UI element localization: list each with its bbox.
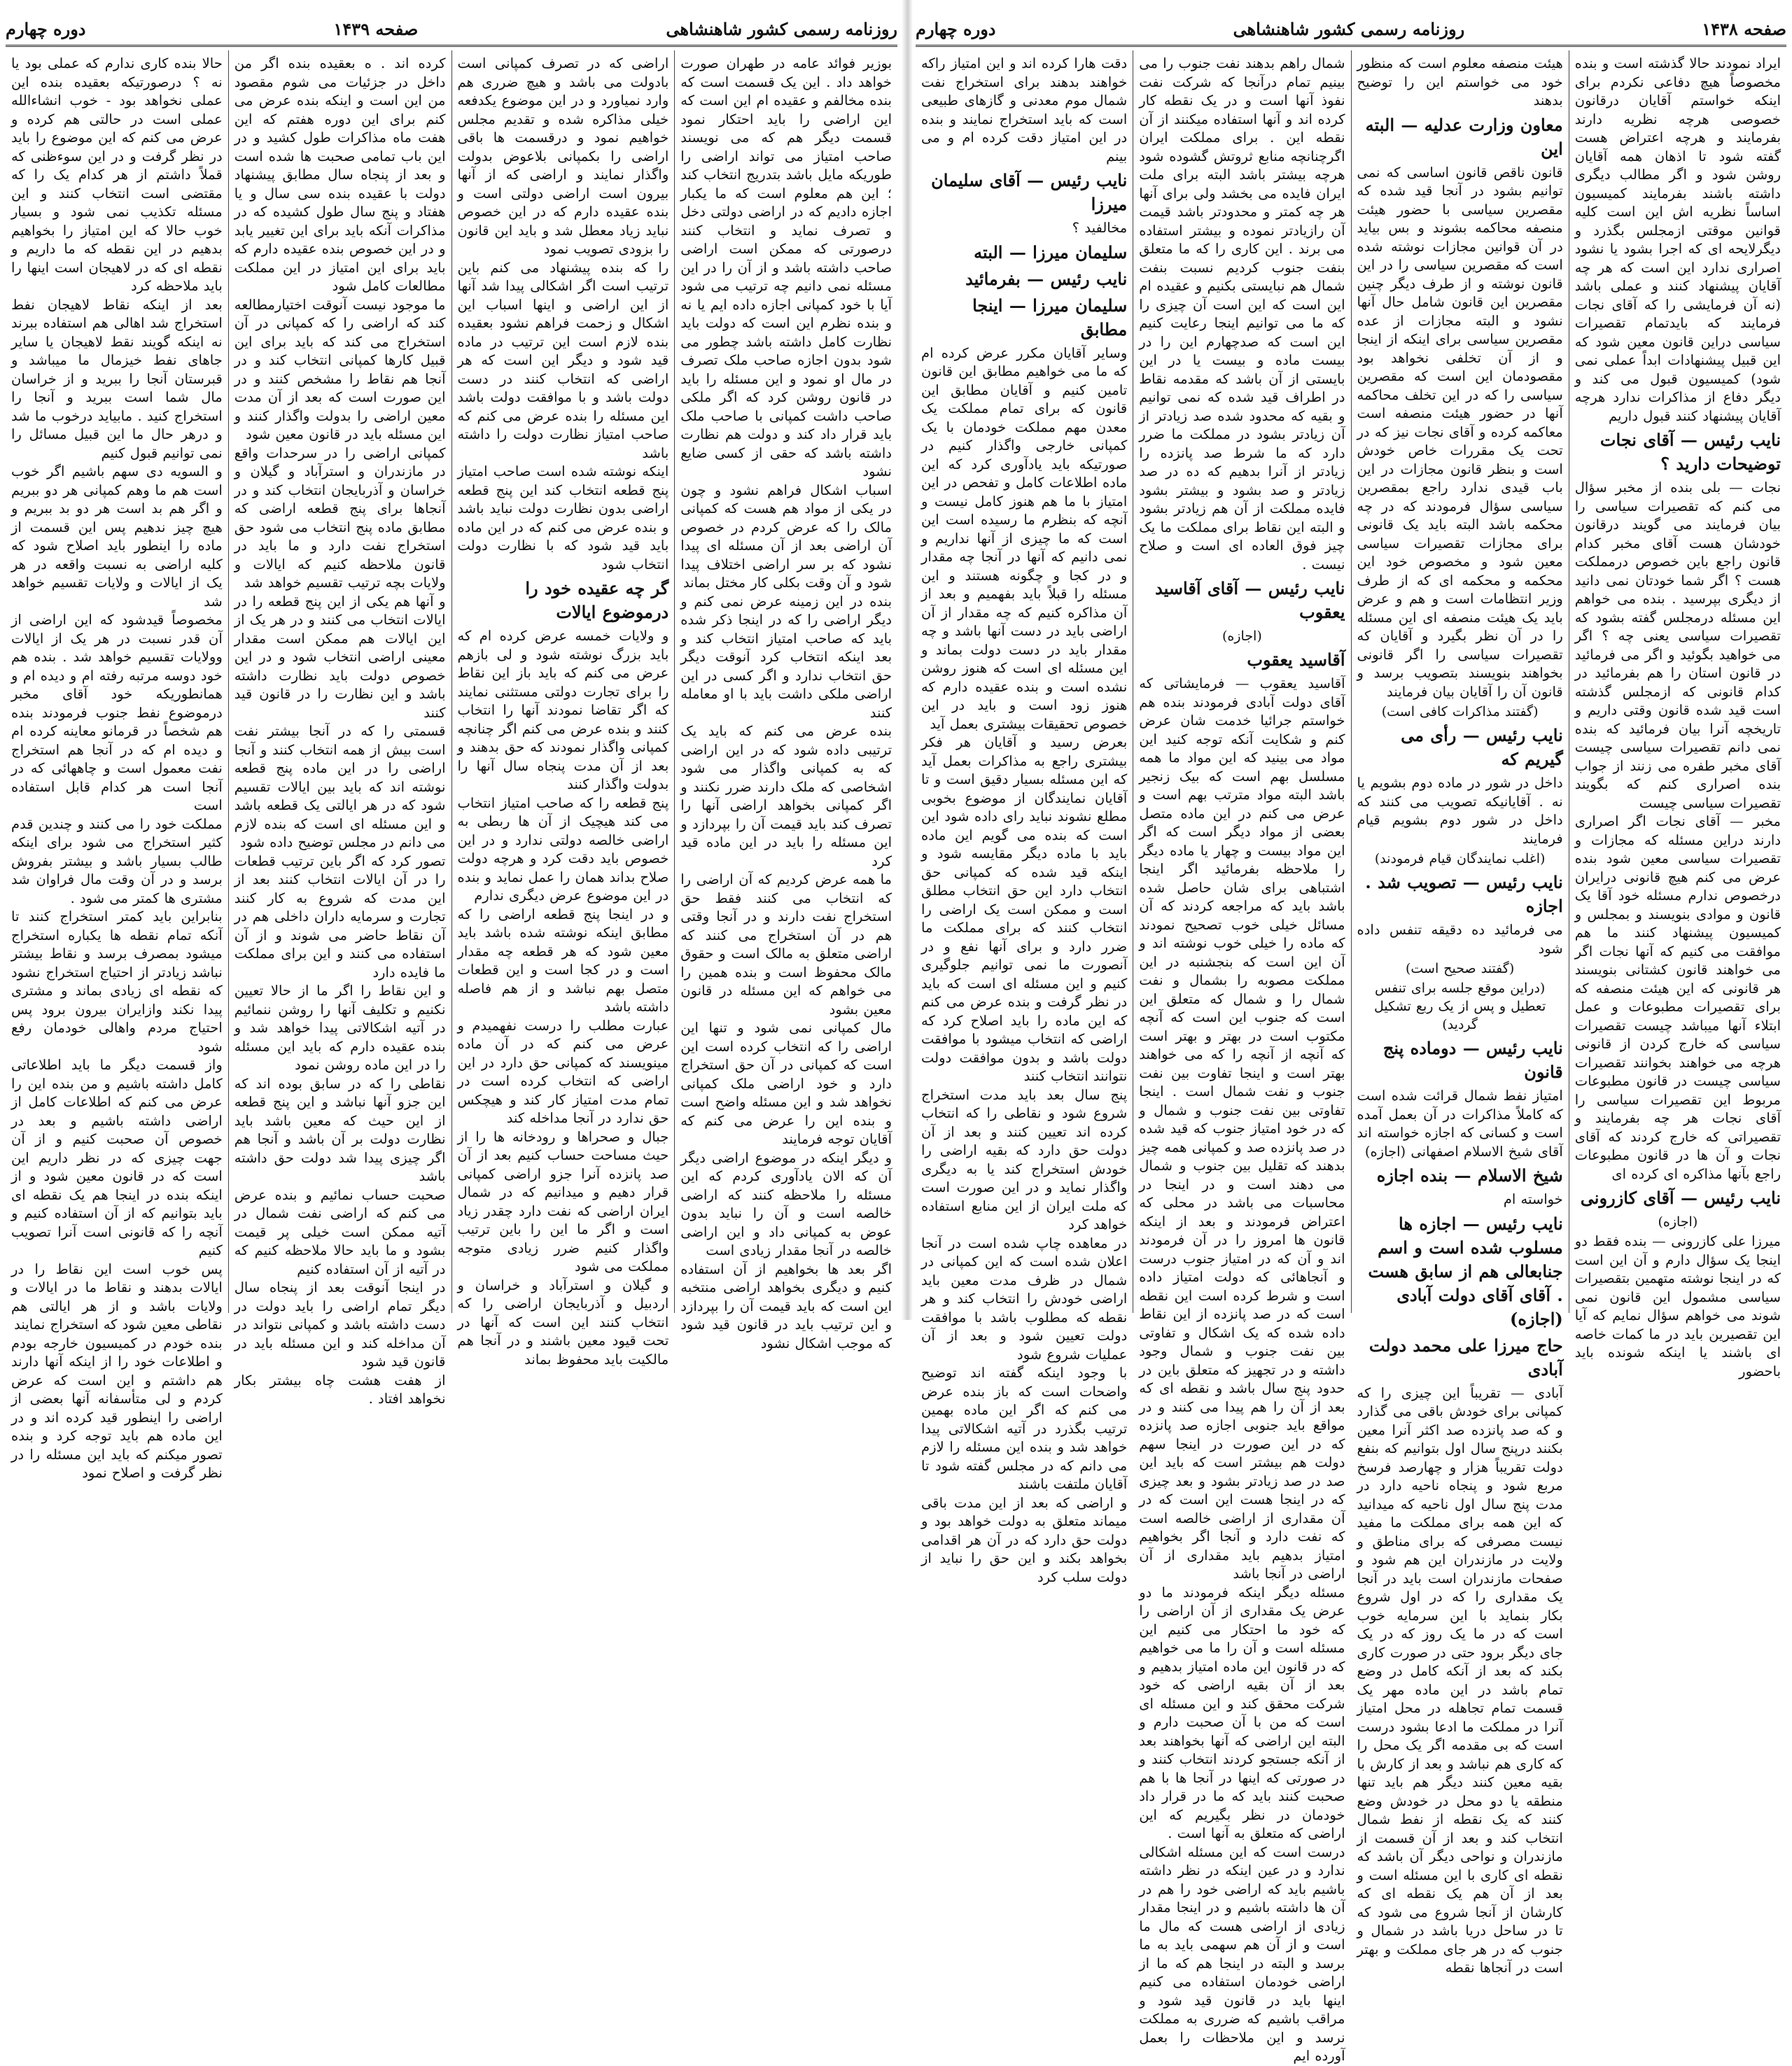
paragraph: وسایر آقایان مکرر عرض کرده ام که ما می خواهیم مطابق این قانون تامین کنیم و آقایان مطابق این قانون که برای تمام مملکت یک معدن مهم مملکت خودمان با یک کمپانی خارجی واگذار کنیم در صورتیکه باید یادآوری کرد که این ماده اطلاعات کامل و تفحص در این امتیاز با ما هم هنوز کامل نیست و آنچه که بنظرم ما رسیده است این است که ما چیزی از آنها نداریم و نمی دانیم که آنها در آنجا چه مقدار و در کجا و چگونه هستند و این مسئله را قبلاً باید بفهمیم و بعد از آن مذاکره کنیم که چه مقدار از آن اراضی باید در دست آنها باشد و چه مقدار باید در دست دولت بماند و این مسئله ای است که هنوز روشن نشده است و بنده عقیده دارم که هنوز زود است و باید در این خصوص تحقیقات بیشتری بعمل آید: [921, 344, 1128, 732]
speaker-heading: نایب رئیس — اجازه ها مسلوب شده است و اسم جنابعالی هم از سابق هست . آقای آقای دولت آبادی (اجازه): [1368, 1213, 1563, 1329]
paragraph: میرزا علی کازرونی — بنده فقط دو اینجا یک سؤال دارم و آن این است که در اینجا نوشته متهمین بتقصیرات سیاسی مشمول این قانون نمی شوند می خواهم سؤال نمایم که آیا این تقصیرین باید در ما کمات خاصه ای باشند یا اینکه شونده باید باحضور: [1574, 1233, 1781, 1379]
paragraph: داخل در شور در ماده دوم بشویم یا نه . آقایانیکه تصویب می کنند که داخل در شور دوم بشویم قیام فرمایند: [1357, 775, 1563, 847]
paragraph: شمال راهم بدهند نفت جنوب را می بینیم تمام درآنجا که شرکت نفت نفوذ آنها است و در یک نقطه کار کرده اند و آنها استفاده میکنند از آن نقطه این . برای مملکت ایران اگرچنانچه منابع ثروتش گشوده شود هرچه بیشتر باشد البته برای ملت ایران فایده می بخشد ولی برای آنها هر چه کمتر و محدودتر باشد قیمت آن رازیادتر نموده و بیشتر استفاده می برند . این کاری را که ما متعلق بنفت جنوب کردیم نسبت بنفت شمال هم نبایستی بکنیم و عقیده ام این است که این است آن چیزی را که ما می توانیم اینجا رعایت کنیم این است که صدچهارم این را در بیست ماده و بیست یا در این بایستی از آن باشد که مقدمه نقاط در اطراف قید شده که نمی توانیم و بقیه که محدود شده صد زیادتر از آن زیادتر بشود در مملکت ما ضرر دارد که ما شرط صد پانزده را زیادتر از آنرا بدهیم که ده در صد زیادتر و صد بشود و بیشتر بشود فایده مملکت از آن هم زیادتر بشود و البته این نقاط برای مملکت ما یک چیز فوق العاده ای است و صلاح نیست .: [1139, 55, 1345, 572]
right-page-period: دوره چهارم: [916, 18, 996, 39]
paragraph: بنده عرض می کنم که باید یک ترتیبی داده شود که در این اراضی که به کمپانی واگذار می شود اشخاصی که ملک دارند ضرر نکنند و اگر کمپانی بخواهد اراضی آنها را تصرف کند باید قیمت آن را بپردازد و این مسئله را باید در این ماده قید کرد: [680, 723, 892, 869]
paragraph: پنج قطعه را که صاحب امتیاز انتخاب می کند هیچیک از آن ها ربطی به اراضی خالصه دولتی ندارد و در این خصوص باید دقت کرد و هرچه دولت صلاح بداند همان را عمل نماید و بنده در این موضوع عرض دیگری ندارم: [457, 794, 669, 904]
left-page-columns: [6, 50, 897, 1481]
speaker-heading: سلیمان میرزا — اینجا مطابق: [972, 295, 1128, 339]
paragraph: پس خوب است این نقاط را در ایالات بدهند و نقاط ما در ایالات و ولایات باشد و از هر ایالتی هم نقاطی معین شود که استخراج نمایند: [11, 1260, 223, 1333]
left-col-1: [674, 50, 897, 1351]
right-page-header: [916, 13, 1786, 47]
paragraph: ما موجود نیست آنوقت اختیارمطالعه کند که اراضی را که کمپانی در آن استخراج می کند که باید برای این قبیل کارها کمپانی انتخاب کند و در آنجا هم نقاط را مشخص کنند و در این صورت است که بعد از آن مدت معین اراضی را بدولت واگذار کنند و این مسئله باید در قانون معین شود: [234, 296, 446, 442]
paragraph: بنابراین باید کمتر استخراج کنند تا آنکه تمام نقطه ها یکباره استخراج میشود بمصرف برسد و نقاط بیشتر نباشد زیادتر از احتیاج استخراج نشود که نقطه ای زیادی بماند و مشتری پیدا نکند وازایران بیرون برود پس احتیاج مردم واهالی خودمان رفع شود: [11, 908, 223, 1055]
paragraph: و دیگر اینکه در موضوع اراضی دیگر آن که الان یادآوری کردم که این مسئله را ملاحظه کنند که اراضی خالصه است و آن را نباید بدون عوض به کمپانی داد و این اراضی خالصه در آنجا مقدار زیادی است: [680, 1149, 892, 1258]
speaker-heading: نایب رئیس — آقای سلیمان میرزا: [931, 170, 1128, 214]
right-page-number: صفحه ۱۴۳۸: [1702, 18, 1786, 39]
paragraph: مخصوصاً قیدشود که این اراضی از آن قدر نسبت در هر یک از ایالات وولایات تقسیم خواهد شد . بنده هم خود دوسه مرتبه رفته ام و دیده ام و همانطوریکه خود آقای مخبر درموضوع نفط جنوب فرمودند بنده هم شخصاً در قرمانو معاینه کرده ام و دیده ام که در آنجا هم استخراج نفت معمول است و چاههائی که در آنجا است هر کدام قابل استفاده است: [11, 612, 223, 813]
paragraph: اسباب اشکال فراهم نشود و چون در یکی از مواد هم هست که کمپانی مالک را که عرض کردم در خصوص آن اراضی بعد از آن مسئله ای پیدا نشود که بر سر اراضی اختلاف پیدا شود و آن وقت بکلی کار مختل بماند: [680, 482, 892, 591]
paragraph: واز قسمت دیگر ما باید اطلاعاتی کامل داشته باشیم و من بنده این را عرض می کنم که اطلاعات کامل از اراضی داشته باشیم و بعد در خصوص آن صحبت کنیم و از آن جهت چیزی که در نظر داریم این است که در قانون معین شود و از اینکه بنده در اینجا هم یک نقطه ای باید بتوانیم که از آن استفاده کنیم و آنچه را که قانونی است آنرا تصویب کنیم: [11, 1057, 223, 1258]
left-col-3: [228, 50, 451, 1407]
paragraph: را که بنده پیشنهاد می کنم باین ترتیب است اگر اشکالی پیدا شد آنها از این اراضی و اینها اسباب این اشکال و زحمت فراهم نشود بعقیده بنده لازم است این ترتیب در ماده قید شود و دیگر این است که هر اراضی که انتخاب کنند در دست دولت باشد و با موافقت دولت باشد این مسئله را بنده عرض می کنم که صاحب امتیاز نظارت دولت را داشته باشد: [457, 259, 669, 461]
paragraph: بنده خودم در کمیسیون خارجه بودم و اطلاعات خود را از اینکه آنها دارند هم داشتم و این است که عرض کردم و لی متأسفانه آنها بعضی از اراضی را اینطور قید کرده اند و در این ماده هم باید توجه کرد و بنده تصور میکنم که باید این مسئله را در نظر گرفت و اصلاح نمود: [11, 1335, 223, 1481]
paragraph: اینکه نوشته شده است صاحب امتیاز پنج قطعه انتخاب کند این پنج قطعه اراضی بدون نظارت دولت نباید باشد و بنده عرض می کنم که در این ماده باید قید شود که با نظارت دولت انتخاب شود: [457, 463, 669, 572]
right-page: [910, 0, 1792, 2064]
paragraph: کرده اند . ه بعقیده بنده اگر من داخل در جزئیات می شوم مقصود من این است و اینکه بنده عرض می کنم برای این دوره هفتم که این هفت ماه مذاکرات طول کشید و در این باب تمامی صحبت ها شده است و بعد از پنجاه سال مطابق پیشنهاد دولت با عقیده بنده سی سال و یا هفتاد و پنج سال طول کشیده که در مذاکرات آنکه باید برای این تغییر یابد و در این خصوص بنده عقیده دارم که باید برای این امتیاز در این مملکت مطالعات کامل شود: [234, 55, 446, 294]
paragraph: تصور کرد که اگر باین ترتیب قطعات را در آن ایالات انتخاب کنند بعد از این مدت که شروع به کار کنند تجارت و سرمایه داران داخلی هم در آن نقاط حاضر می شوند و از آن استفاده می کنند و این برای مملکت ما فایده دارد: [234, 852, 446, 981]
paragraph: و آنها هم یکی از این پنج قطعه را در ایالات انتخاب می کنند و در هر یک از این ایالات هم ممکن است مقدار معینی اراضی انتخاب شود و در این خصوص دولت باید نظارت داشته باشد و این نظارت را در قانون قید کنند: [234, 593, 446, 721]
paragraph: و ولایات خمسه عرض کرده ام که باید بزرگ نوشته شود و لی بازهم عرض می کنم که باید باز این نقاط را برای تجارت دولتی مستثنی نمایند که اگر تقاضا نمودند آنها را انتخاب کنند و بنده عرض می کنم اگر چنانچه کمپانی واگذار نمودند که حق بدهند و بعد از آن مدت پنجاه سال آنها را بدولت واگذار کنند: [457, 628, 669, 792]
paragraph: مملکت خود را می کنند و چندین قدم کثیر استخراج می شود برای اینکه طالب بسیار باشد و بیشتر بفروش برسد و در آن وقت مال فراوان شد مشتری ها کمتر می شود .: [11, 815, 223, 906]
paragraph: و السویه دی سهم باشیم اگر خوب است هم ما وهم کمپانی هر دو ببریم و اگر هم بد است هر دو بد ببریم و هیچ چیز ندهیم پس این قسمت از ماده را اینطور باید اصلاح شود که کلیه اراضی به نسبت واقعه در هر یک از ایالات و ولایات تقسیم خواهد شد: [11, 463, 223, 610]
right-col-2: [1351, 50, 1569, 1976]
paragraph: آقاسید یعقوب — فرمایشاتی که آقای دولت آبادی فرمودند بنده هم خواستم جرائیا خدمت شان عرض کنم و شکایت آنکه توجه کنید این مواد می بینید که این مواد ما همه مسلسل بهم است که بیک زنجیر باشد البته مواد مترتب بهم است و عرض می کنم در این ماده متصل بعضی از مواد دیگر است که اگر این مواد بیست و چهار یا ماده دیگر را ملاحظه بفرمائید اگر اینجا اشتباهی برای شان حاصل شده باشد باید که مراجعه کردند که آن مسائل خیلی خوب تصحیح نمودند که ماده را خیلی خوب نوشته اند و آن این است که بنجشنبه در این مملکت مصوبه را بشمال و نفت شمال را و شمال که متعلق این است که جنوب این است که آنچه مکتوب است در بهتر و بهتر است که آنچه از آنچه را که می خواهند بهتر است و اینجا تفاوت بین نفت جنوب و نفت شمال است . اینجا تفاوتی بین نفت جنوب و شمال و که در خود امتیاز جنوب که قید شده در صد پانزده صد و کمپانی همه چیز بدهند که تقلیل بین جنوب و شمال می دهند است و در اینجا در محاسبات می باشد در محلی که اعتراض فرمودند و بعد از اینکه قانون ها امروز را در آن فرمودند اند و آن که در امتیاز جنوب درست و آنجاهائی که دولت امتیاز داده است و شرط کرده است این نقطه است که در صد پانزده از این نقاط داده شده که یک اشکال و تفاوتی بین نفت جنوب و شمال وجود داشته و در تجهیز که متعلق باین در حدود پنج سال باشد و نقطه ای که بعد از آن را هم پیدا می کنند و در مواقع باید جنوبی اجازه صد پانزده که در این صورت در اینجا سهم دولت هم بیشتر است که باید این صد در صد زیادتر بشود و بعد چیزی که در اینجا هست این است که در آن مقداری از اراضی خالصه است که نفت دارد و آنجا اگر بخواهیم امتیاز بدهیم باید مقداری از آن اراضی در آنجا باشد: [1139, 675, 1345, 1582]
paragraph: خواسته ام: [1503, 1191, 1563, 1207]
paragraph: صحبت حساب نمائیم و بنده عرض می کنم که اراضی نفت شمال در آتیه ممکن است خیلی پر قیمت بشود و ما باید حالا ملاحظه کنیم که در آتیه از آن استفاده کنیم: [234, 1186, 446, 1277]
procedural-note: (دراین موقع جلسه برای تنفس تعطیل و پس از یک ربع تشکیل گردید): [1373, 981, 1546, 1032]
paragraph: و این نقاط را اگر ما از حالا تعیین نکنیم و تکلیف آنها را روشن ننمائیم در آتیه اشکالاتی پیدا خواهد شد و بنده عقیده دارم که باید این مسئله را در این ماده روشن نمود: [234, 983, 446, 1073]
paragraph: با وجود اینکه گفته اند توضیح واضحات است که باز بنده عرض می کنم که اگر این ماده بهمین ترتیب بگذرد در آتیه اشکالاتی پیدا خواهد شد و بنده این مسئله را لازم می دانم که در مجلس گفته شود تا آقایان ملتفت باشند: [921, 1365, 1128, 1492]
left-page-period: دوره چهارم: [6, 18, 86, 39]
speaker-heading: نایب رئیس — رأی می گیریم که: [1401, 725, 1563, 769]
paragraph: پنج سال بعد باید مدت استخراج شروع شود و نقاطی را که انتخاب کرده اند تعیین کنند و بعد از آن دولت حق دارد که بقیه اراضی را خودش استخراج کند یا به دیگری واگذار نماید و در این صورت است که ملت ایران از این منابع استفاده خواهد کرد: [921, 1086, 1128, 1232]
speaker-heading: نایب رئیس — بفرمائید: [965, 268, 1128, 289]
paragraph: و گیلان و استرآباد و خراسان و اردبیل و آذربایجان اراضی را که انتخاب کنند این است که آنها در تحت قیود معین باشند و در آنجا هم مالکیت باید محفوظ بماند: [457, 1277, 669, 1368]
paragraph: بعد از اینکه نقاط لاهیجان نفط استخراج شد اهالی هم استفاده ببرند نه اینکه گویند نقط لاهیجان یا سایر جاهای نفط خیزمال ما میباشد و قبرستان آنجا را ببرید و از خراسان مال شما است ببرید و آنجا را استخراج کنید . مابیاید درخوب ما شد و درهر حال ما این قبیل مسائل را نمی توانیم قبول کنیم: [11, 296, 223, 461]
paragraph: حالا بنده کاری ندارم که عملی بود یا نه ؟ درصورتیکه بعقیده بنده این عملی نخواهد بود - خوب انشاءالله عملی است در حالتی هم کرده و عرض می کنم که این موضوع را باید در نظر گرفت و در این سوءظنی که قملاً داشتم از هر کدام یک را که مقتضی است انتخاب کنند و این مسئله تکذیب نمی شود و بسیار خوب حالا که این امتیاز را بخواهیم بدهیم در این نقطه که ما داریم و نقطه ای که در لاهیجان است اینها را باید ملاحظه کرد: [11, 55, 223, 294]
paragraph: قانون ناقص قانون اساسی که نمی توانیم بشود در آنجا قید شده که مقصرین سیاسی با حضور هیئت منصفه محاکمه بشوند و بس بیاید در آن قوانین مجازات نوشته شده است که مقصرین سیاسی را در این قانون نوشته و از طرف دیگر چنین مقصرین این قانون شامل حال آنها نشود و البته مجازات از عده مقصرین سیاسی برای اینکه از اینجا و از آن تخلفی نخواهد بود مقصودمان این است که مقصرین سیاسی را که در این تخلف محاکمه آنها در حضور هیئت منصفه است معاکمه کرده و آقای نجات نیز که در تحت یک مقررات خاص خودش است و بنظر قانون مجازات در این باب قیدی ندارد راجع بمقصرین سیاسی سؤال فرمودند که در چه محکمه باشد البته باید یک قانونی برای مجازات تقصیرات سیاسی معین شود و مخصوص خود این محکمه و محکمه ای که از طرف وزیر انتظامات است و هم و عرض باید یک هیئت منصفه ای این مسئله را در آن نظر بگیرد و آقایان که تقصیرات سیاسی را اگر قانونی بخواهند بنویسند بتصویب برسد و قانون آن را آقایان بیان فرمایند: [1357, 164, 1563, 700]
paragraph: اراضی که در تصرف کمپانی است بادولت می باشد و هیچ ضرری هم وارد نمیاورد و در این موضوع یکدفعه خیلی مذاکره شده و تقدیم مجلس خواهیم نمود و درقسمت ها باقی اراضی را بکمپانی بلاعوض بدولت واگذار نمایند و اراضی که از آنها بیرون است اراضی دولتی است و بنده عقیده دارم که در این خصوص نباید زیاد معطل شد و باید این قانون را بزودی تصویب نمود: [457, 55, 669, 257]
procedural-note: (گفتند مذاکرات کافی است): [1381, 704, 1539, 719]
paragraph: نقاطی را که در سابق بوده اند که این جزو آنها نباشد و این پنج قطعه از این حیث که معین باشد باید نظارت دولت بر آن باشد و آنجا هم اگر چیزی پیدا شد دولت حق داشته باشد: [234, 1075, 446, 1184]
paragraph: در معاهده چاپ شده است در آنجا اعلان شده است که این کمپانی در شمال در ظرف مدت معین باید اراضی خودش را انتخاب کند و هر نقطه که مطلوب باشد با موافقت دولت تعیین شود و بعد از آن عملیات شروع شود: [921, 1235, 1128, 1363]
left-page: [0, 0, 903, 1481]
paragraph: هیئت منصفه معلوم است که منظور خود می خواستم این را توضیح بدهند: [1357, 55, 1563, 108]
paragraph: امتیاز نفط شمال قرائت شده است که کاملاً مذاکرات در آن بعمل آمده است و کسانی که اجازه خواسته اند آقای شیخ الاسلام اصفهانی (اجازه): [1357, 1088, 1563, 1160]
speaker-heading: نایب رئیس — آقای کازرونی: [1580, 1188, 1781, 1208]
speaker-heading: نایب رئیس — آقای آقاسید یعقوب: [1155, 578, 1345, 622]
paragraph: نجات — بلی بنده از مخبر سؤال می کنم که تقصیرات سیاسی را بیان فرمایند می گویند درقانون خودشان هست آقای مخبر کدام قانون راجع باین خصوص درمملکت هست ؟ اگر شما خودتان نمی دانید از دیگری بپرسید . بنده می خواهم این مسئله درمجلس گفته بشود که تقصیرات سیاسی یعنی چه ؟ اگر می خواهید بگوئید و اگر می فرمائید در قانون استان را هم بفرمائید در کدام قانونی که ازمجلس گذشته است قید شده قانون وقتی داریم و تاریخچه آنرا بیان فرمائید که بنده نمی دانم تقصیرات سیاسی چیست آقای مخبر طفره می زنند از جواب بنده اصراری کنم که بگویند تقصیرات سیاسی چیست: [1574, 479, 1781, 811]
paragraph: ما همه عرض کردیم که آن اراضی را که انتخاب می کنند فقط حق استخراج نفت دارند و در آنجا وقتی هم در آن استخراج می کنند که اراضی متعلق به مالک است و حقوق مالک محفوظ است و بنده همین را می خواهم که این مسئله در قانون معین بشود: [680, 871, 892, 1018]
speaker-heading: معاون وزارت عدلیه — البته این: [1365, 114, 1563, 159]
paragraph: و اراضی که بعد از این مدت باقی میماند متعلق به دولت خواهد بود و دولت حق دارد که در آن هر اقدامی بخواهد بکند و این حق را نباید از دولت سلب کرد: [921, 1494, 1128, 1585]
procedural-note: (گفتند صحیح است): [1405, 961, 1515, 976]
paragraph: مخبر — آقای نجات اگر اصراری دارند دراین مسئله که مجازات و تقصیرات سیاسی معین شود بنده عرض می کنم هیچ قانونی درایران درخصوص ندارم مسئله خود آقا یک قانون و موادی بنویسند و بمجلس و کمیسیون پیشنهاد کنند ما هم موافقت می کنیم که آنها نجات اگر می خواهند قانون کشتانی بنویسند هر قانونی که این هیئت منصفه که برای تقصیرات مطبوعات و عمل ابتلاء آنها میباشد چیست تقصیرات سیاسی که خارج کردن از قانونی هرچه می خواهند بخوانند تقصیرات سیاسی چیست در قانون مطبوعات مربوط این تقصیرات سیاسی را آقای نجات هر چه بفرمایند و تقصیراتی که خارج کردند که آقای نجات و آن ها در قانون مطبوعات راجع بآنها مذاکره ای کرده ای: [1574, 813, 1781, 1182]
left-page-number: صفحه ۱۴۳۹: [333, 18, 419, 39]
speaker-heading: آقاسید یعقوب: [1247, 649, 1345, 670]
procedural-note: (اجازه): [1222, 628, 1262, 644]
right-page-title: روزنامه رسمی کشور شاهنشاهی: [1233, 18, 1465, 39]
right-col-1: [1569, 50, 1786, 1379]
speaker-heading: شیخ الاسلام — بنده اجازه: [1376, 1165, 1563, 1186]
procedural-note: (اغلب نمایندگان قیام فرمودند): [1374, 851, 1546, 866]
speaker-heading: حاج میرزا علی محمد دولت آبادی: [1368, 1335, 1563, 1379]
paragraph: ایراد نمودند حالا گذشته است و بنده مخصوصاً هیچ دفاعی نکردم برای اینکه خواستم آقایان درقانون خصوصی هرچه نظریه دارند بفرمایند و هرچه اعتراض هست گفته شود تا اذهان همه آقایان روشن شود و اگر مطالب دیگری داشته باشند بفرمایند کمیسیون اساساً نظریه اش این است کلیه قوانین موقتی ازمجلس بگذرد و دیگرلایحه ای که اجرا بشود یا نشود اصراری ندارد این است که هر چه آقایان پیشنهاد کنند و عملی باشد (نه آن فرمایشی را که آقای نجات فرمایند که بایدتمام تقصیرات سیاسی دراین قانون معین شود که این قبیل پیشنهادات ابداً عملی نمی شود) کمیسیون قبول می کند و دیگر دفاع از مذاکرات ندارد هرچه آقایان پیشنهاد کنند قبول داریم: [1574, 55, 1781, 424]
left-page-header: [6, 13, 897, 47]
right-col-3: [1133, 50, 1350, 2064]
left-col-2: [451, 50, 675, 1368]
right-col-4: [916, 50, 1133, 1585]
paragraph: جبال و صحراها و رودخانه ها را از حیث مساحت حساب کنیم بعد از آن صد پانزده آنرا جزو اراضی کمپانی قرار دهیم و میدانیم که در شمال ایران اراضی که نفت دارد چقدر زیاد است و اگر ما این را باین ترتیب واگذار کنیم ضرر زیادی متوجه مملکت می شود: [457, 1128, 669, 1274]
paragraph: در اینجا آنوقت بعد از پنجاه سال دیگر تمام اراضی را باید دولت در دست داشته باشد و کمپانی نتواند در آن مداخله کند و این مسئله باید در قانون قید شود: [234, 1279, 446, 1370]
paragraph: قسمتی را که در آنجا بیشتر نفت است بیش از همه انتخاب کنند و آنجا اراضی را در این ماده پنج قطعه نوشته اند که باید بین ایالات تقسیم شود که در هر ایالتی یک قطعه باشد و این مسئله ای است که بنده لازم می دانم در مجلس توضیح داده شود: [234, 723, 446, 850]
left-page-title: روزنامه رسمی کشور شاهنشاهی: [666, 18, 897, 39]
paragraph: بعرض رسید و آقایان هر فکر بیشتری راجع به مذاکرات بعمل آید که این مسئله بسیار دقیق است و تا آقایان نمایندگان از موضوع بخوبی مطلع نشوند نباید رای داده شود این است که بنده می گویم این ماده باید با ماده دیگر مقایسه شود و اینکه قید شده که کمپانی حق انتخاب دارد این حق انتخاب مطلق است و ممکن است یک اراضی را انتخاب کنند که برای مملکت ما ضرر دارد و برای آنها نفع و در آنصورت ما نمی توانیم جلوگیری کنیم و این مسئله ای است که باید در نظر گرفت و بنده عرض می کنم که این ماده را باید اصلاح کرد که اراضی که انتخاب میشود با موافقت دولت باشد و بدون موافقت دولت نتوانند انتخاب کنند: [921, 734, 1128, 1084]
paragraph: از هفت هشت چاه بیشتر بکار نخواهد افتاد .: [234, 1372, 446, 1407]
paragraph: بوزیر فوائد عامه در طهران صورت خواهد داد . این یک قسمت است که بنده مخالفم و عقیده ام این است که این اراضی را باید احتکار نمود قسمت دیگر هم که می نویسند صاحب امتیاز می تواند اراضی را طوریکه مایل باشد بتدریج انتخاب کند ؛ این هم معلوم است که ما یکبار اجازه دادیم که در اراضی دولتی دخل و تصرف نماید و انتخاب کنند درصورتی که ممکن است اراضی صاحب داشته باشد و از آن را در این مسئله نمی دانیم چه ترتیب می شود آیا با خود کمپانی اجازه داده ایم یا نه و بنده نظرم این است که دولت باید نظارت کامل داشته باشد چطور می شود بدون اجازه صاحب ملک تصرف در مال او نمود و این مسئله را باید در قانون روشن کرد که اگر ملکی صاحب داشت کمپانی با صاحب ملک باید قرار داد کند و دولت هم نظارت داشته باشد که حقی از کسی ضایع نشود: [680, 55, 892, 479]
speaker-heading: گر چه عقیده خود را درموضوع ایالات: [525, 578, 669, 622]
left-col-4: [6, 50, 228, 1481]
paragraph: مخالفید ؟: [1072, 220, 1128, 236]
paragraph: درست است که این مسئله اشکالی ندارد و در عین اینکه در نظر داشته باشیم باید که اراضی خود را هم در آن ها داشته باشیم و در اینجا مقدار زیادی از اراضی هست که مال ما است و از آن هم سهمی باید به ما برسد و البته در اینجا هم که ما از اراضی خودمان استفاده می کنیم اینها باید در قانون قید شود و مراقب باشیم که ضرری به مملکت نرسد و این ملاحظات را بعمل آورده ایم: [1139, 1843, 1345, 2064]
paragraph: کمپانی اراضی را در سرحدات واقع در مازندران و استرآباد و گیلان و خراسان و آذربایجان انتخاب کند و در آنجاها برای پنج قطعه اراضی که مطابق ماده پنج انتخاب می شود حق استخراج نفت دارد و ما باید در قانون ملاحظه کنیم که ایالات و ولایات بچه ترتیب تقسیم خواهد شد: [234, 444, 446, 591]
paragraph: بنده در این زمینه عرض نمی کنم و دیگر اراضی را که در اینجا ذکر شده باید که صاحب امتیاز انتخاب کند و بعد اینکه انتخاب کرد آنوقت دیگر حق انتخاب ندارد و اگر کسی در این اراضی ملکی داشت باید با او معامله کنند: [680, 593, 892, 721]
paragraph: و در اینجا پنج قطعه اراضی را که مطابق اینکه نوشته شده باشد باید معین شود که هر قطعه چه مقدار است و در کجا است و این قطعات متصل بهم نباشد و از هم فاصله داشته باشد: [457, 906, 669, 1015]
paragraph: می فرمائید ده دقیقه تنفس داده شود: [1357, 922, 1563, 957]
speaker-heading: نایب رئیس — دوماده پنج قانون: [1382, 1038, 1563, 1082]
paragraph: عبارت مطلب را درست نفهمیدم و عرض می کنم که در آن ماده مینویسند که کمپانی حق دارد در این اراضی که انتخاب کرده است در تمام مدت امتیاز کار کند و هیچکس حق ندارد در آنجا مداخله کند: [457, 1017, 669, 1126]
paragraph: اگر بعد ها بخواهیم از آن استفاده کنیم و دیگری بخواهد اراضی منتخبه این است که باید قیمت آن را بپردازد و این ترتیب باید در قانون قید شود که موجب اشکال نشود: [680, 1260, 892, 1351]
paragraph: مال کمپانی نمی شود و تنها این اراضی را که انتخاب کرده است این است که کمپانی در آن حق استخراج دارد و خود اراضی ملک کمپانی نخواهد شد و این مسئله واضح است و بنده این را عرض می کنم که آقایان توجه فرمایند: [680, 1020, 892, 1147]
speaker-heading: نایب رئیس — تصویب شد . اجازه: [1365, 872, 1563, 916]
paragraph: آبادی — تقریباً این چیزی را که کمپانی برای خودش باقی می گذارد و که صد پانزده صد اکثر آنرا معین بکنند درپنج سال اول بتوانیم که بنفع دولت تقریباً هزار و چهارصد فرسخ مربع شود و پنجاه ناحیه دارد در مدت پنج سال اول ناحیه که میدانید که این همه برای مملکت ما مفید نیست مصرفی که برای مناطق و ولایت در مازندران این هم شود و صفحات مازندران است باید در آنجا یک مقداری را که در اول شروع بکار بنماید با این سرمایه خوب است که در ما یک روز که در یک جای دیگر برود حتی در صورت کاری بکند که بعد از آنکه کامل در وضع تمام باشد در این ماده مهر یک قسمت تمام تجاهله در محل امتیاز آنرا در مملکت ما ادعا بشود درست است که بی مقدمه اگر یک محل را که کاری هم نباشد و بعد از کارش با بقیه معین کنند دیگر هم باید تنها منطقه یا دو محل در خودش وضع کنند که یک نقطه از نفط شمال انتخاب کند و بعد از آن قسمت از مازندران و نواحی دیگر آن باشد که نقطه ای کاری با این مسئله است و بعد از آن هم یک نقطه ای که کارشان از آنجا شروع می شود که تا در ساحل دریا باشد در شمال و جنوب که در هر جای مملکت و بهتر است در آنجاها نقطه: [1357, 1384, 1563, 1976]
speaker-heading: سلیمان میرزا — البته: [974, 241, 1128, 262]
speaker-heading: نایب رئیس — آقای نجات توضیحات دارید ؟: [1600, 430, 1781, 474]
procedural-note: (اجازه): [1658, 1214, 1698, 1230]
paragraph: مسئله دیگر اینکه فرمودند ما دو عرض یک مقداری از آن اراضی را که خود ما احتکار می کنیم این مسئله است و آن را ما می خواهیم که در قانون این ماده امتیاز بدهیم و بعد از آن بقیه اراضی که خود شرکت محقق کند و این مسئله ای است که من با آن صحبت دارم و البته این اراضی که آنها بخواهند بعد از آنکه جستجو کردند انتخاب کنند و در صورتی که اینها در آنجا ها با هم صحبت کنند باید که ما در قرار داد خودمان در نظر بگیریم که این اراضی که متعلق به آنها است .: [1139, 1584, 1345, 1841]
paragraph: دقت هارا کرده اند و این امتیاز راکه خواهند بدهند برای استخراج نفت شمال موم معدنی و گازهای طبیعی است که باید استخراج نمایند و بنده در این امتیاز دقت کرده ام و می بینم: [921, 55, 1128, 164]
right-page-columns: [916, 50, 1786, 2064]
